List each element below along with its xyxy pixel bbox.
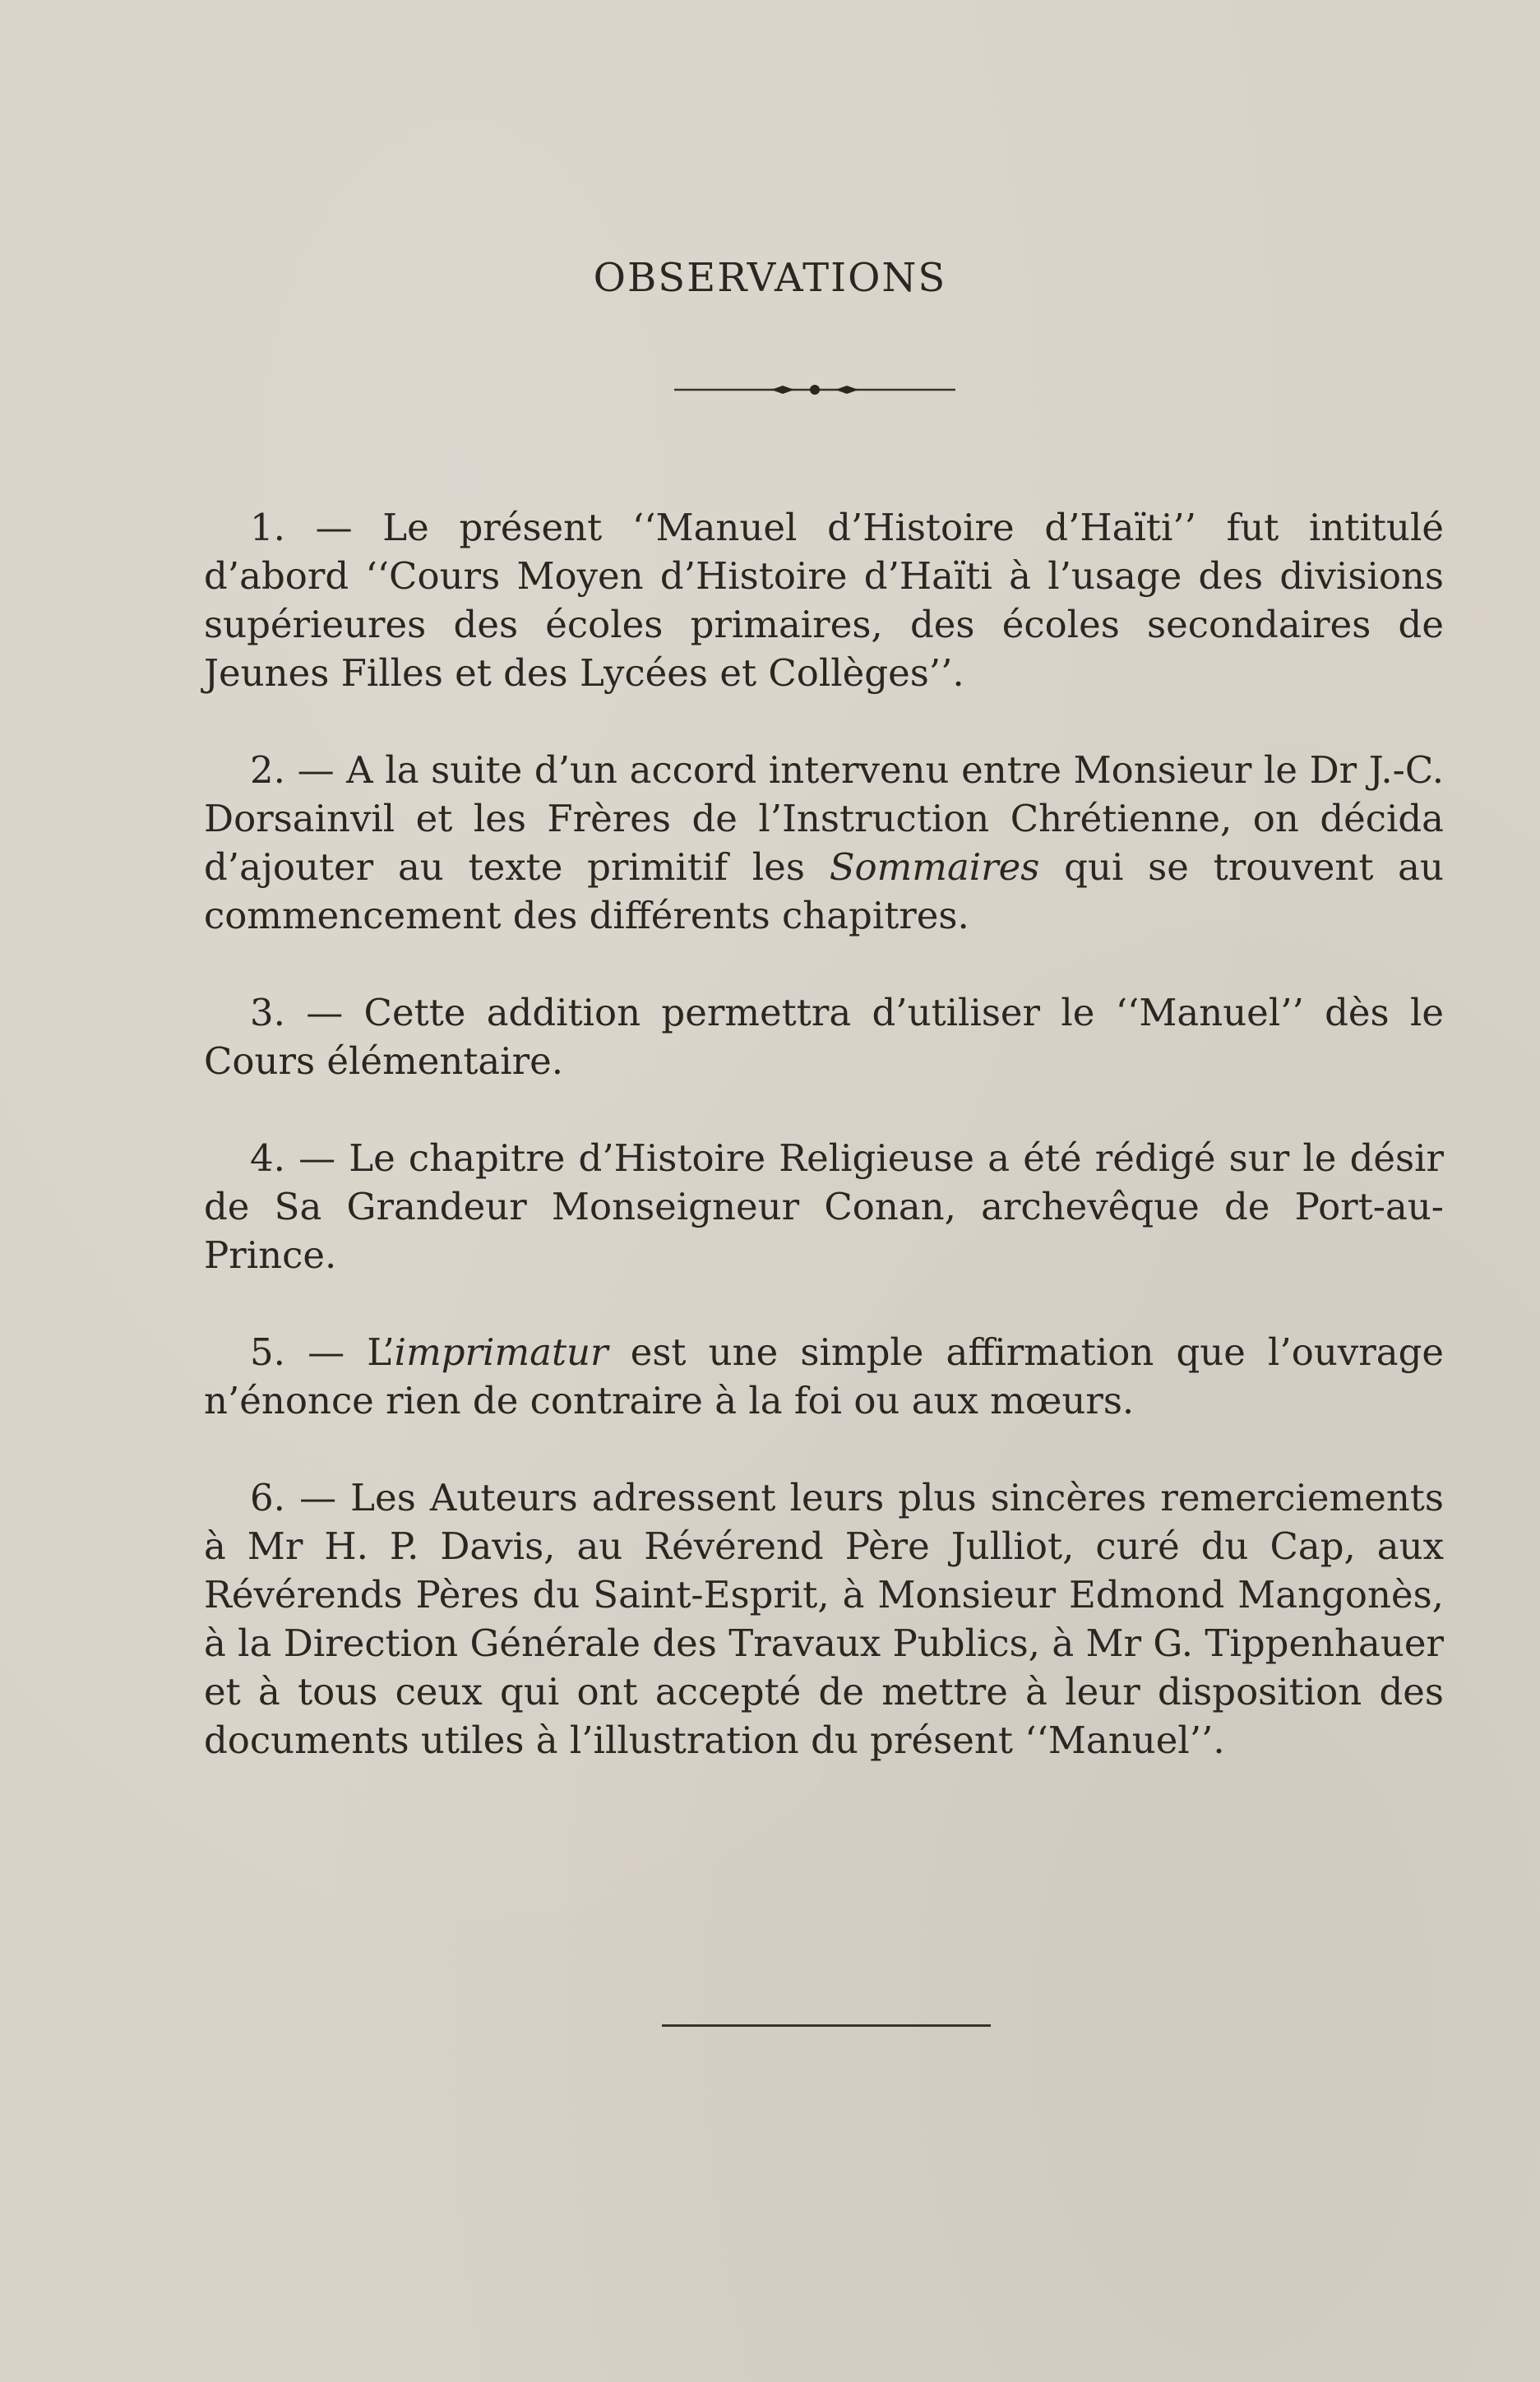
observation-number: 1. [250, 506, 285, 549]
observation-number: 6. [250, 1476, 285, 1519]
observation-text: — A la suite d’un accord intervenu entre Monsieur le Dr J.-C. Dorsainvil et les Frères de l’Instruction Chrétienne, on décida d’ajouter au texte primitif les [204, 748, 1444, 889]
observation-text: — Le chapitre d’Histoire Religieuse a été rédigé sur le désir de Sa Grandeur Monseigneur Conan, archevêque de Port-au-Prince. [204, 1136, 1444, 1277]
observation-number: 5. [250, 1330, 285, 1374]
observation-1 [204, 503, 1444, 697]
observation-text: qui se trouvent au commencement des différents chapitres. [204, 845, 1444, 937]
observation-text: — Les Auteurs adressent leurs plus sincères remerciements à Mr H. P. Davis, au Révérend Père Julliot, curé du Cap, aux Révérends Pères du Saint-Esprit, à Monsieur Edmond Mangonès, à la Direction Générale des Travaux Publics, à Mr G. Tippenhauer et à tous ceux qui ont accepté de mettre à leur disposition des documents utiles à l’illustration du présent ‘‘Manuel’’. [204, 1476, 1444, 1762]
observation-italic-term: imprimatur [394, 1330, 608, 1374]
observation-3 [204, 988, 1444, 1085]
observation-text: est une simple affirmation que l’ouvrage n’énonce rien de contraire à la foi ou aux mœurs. [204, 1330, 1445, 1422]
observation-number: 2. [250, 748, 285, 792]
observation-text: — Cette addition permettra d’utiliser le ‘‘Manuel’’ dès le Cours élémentaire. [204, 991, 1444, 1083]
observation-5 [204, 1328, 1444, 1425]
page-title: OBSERVATIONS [593, 255, 947, 301]
observation-number: 3. [250, 991, 285, 1034]
observation-text: — Le présent ‘‘Manuel d’Histoire d’Haïti’’ fut intitulé d’abord ‘‘Cours Moyen d’Histoire d’Haïti à l’usage des divisions supérieures des écoles primaires, des écoles secondaires de Jeunes Filles et des Lycées et Collèges’’. [204, 506, 1444, 695]
ornament-divider [674, 380, 955, 400]
observation-text: — L’ [308, 1330, 395, 1374]
observations-body [204, 503, 1444, 1765]
observation-italic-term: Sommaires [829, 845, 1040, 889]
closing-rule [662, 2024, 991, 2027]
observation-number: 4. [250, 1136, 285, 1180]
observation-6 [204, 1473, 1444, 1765]
observation-4 [204, 1134, 1444, 1279]
observation-2 [204, 746, 1444, 940]
